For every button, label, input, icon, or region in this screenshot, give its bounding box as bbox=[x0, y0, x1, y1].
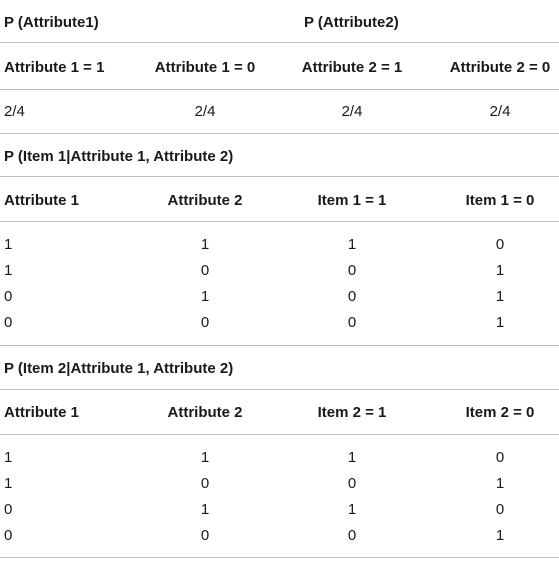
item1-row2-cell: 0 bbox=[200, 262, 210, 279]
prior-value-attr1-eq1: 2/4 bbox=[4, 103, 25, 120]
item1-row2-cell: 1 bbox=[4, 262, 13, 279]
prior-value-attr1-eq0: 2/4 bbox=[194, 103, 216, 120]
divider bbox=[0, 42, 559, 43]
item2-row2-cell: 0 bbox=[200, 475, 210, 492]
item2-row4-cell: 0 bbox=[200, 527, 210, 544]
item2-row4-cell: 1 bbox=[495, 527, 505, 544]
item2-row2-cell: 0 bbox=[347, 475, 357, 492]
item1-row4-cell: 1 bbox=[495, 314, 505, 331]
item2-row4-cell: 0 bbox=[347, 527, 357, 544]
prior-header-attr2-eq0: Attribute 2 = 0 bbox=[449, 59, 551, 76]
item2-section-title: P (Item 2|Attribute 1, Attribute 2) bbox=[4, 360, 234, 377]
item2-header-item2-eq0: Item 2 = 0 bbox=[465, 404, 535, 421]
prior-value-attr2-eq1: 2/4 bbox=[341, 103, 363, 120]
item2-row2-cell: 1 bbox=[495, 475, 505, 492]
item2-row4-cell: 0 bbox=[4, 527, 13, 544]
item1-header-item1-eq1: Item 1 = 1 bbox=[317, 192, 387, 209]
item1-section-title: P (Item 1|Attribute 1, Attribute 2) bbox=[4, 148, 234, 165]
divider bbox=[0, 221, 559, 222]
item1-row2-cell: 0 bbox=[347, 262, 357, 279]
divider bbox=[0, 434, 559, 435]
item1-row2-cell: 1 bbox=[495, 262, 505, 279]
item1-header-attribute1: Attribute 1 bbox=[4, 192, 79, 209]
divider bbox=[0, 345, 559, 346]
item2-header-attribute2: Attribute 2 bbox=[167, 404, 243, 421]
prior-attribute1-title: P (Attribute1) bbox=[4, 14, 99, 31]
item1-row1-cell: 1 bbox=[200, 236, 210, 253]
item1-row4-cell: 0 bbox=[347, 314, 357, 331]
item2-row1-cell: 0 bbox=[495, 449, 505, 466]
item2-row3-cell: 1 bbox=[347, 501, 357, 518]
prior-header-attr1-eq0: Attribute 1 = 0 bbox=[154, 59, 256, 76]
item2-row2-cell: 1 bbox=[4, 475, 13, 492]
item2-row1-cell: 1 bbox=[4, 449, 13, 466]
prior-header-attr1-eq1: Attribute 1 = 1 bbox=[4, 59, 105, 76]
item2-row3-cell: 0 bbox=[4, 501, 13, 518]
item2-row3-cell: 0 bbox=[495, 501, 505, 518]
item2-header-attribute1: Attribute 1 bbox=[4, 404, 79, 421]
item1-row4-cell: 0 bbox=[200, 314, 210, 331]
item1-row1-cell: 0 bbox=[495, 236, 505, 253]
divider bbox=[0, 557, 559, 558]
prior-value-attr2-eq0: 2/4 bbox=[489, 103, 511, 120]
divider bbox=[0, 133, 559, 134]
item2-row3-cell: 1 bbox=[200, 501, 210, 518]
item1-header-attribute2: Attribute 2 bbox=[167, 192, 243, 209]
divider bbox=[0, 176, 559, 177]
item1-row1-cell: 1 bbox=[4, 236, 13, 253]
divider bbox=[0, 389, 559, 390]
item1-row3-cell: 1 bbox=[200, 288, 210, 305]
item1-row1-cell: 1 bbox=[347, 236, 357, 253]
item1-header-item1-eq0: Item 1 = 0 bbox=[465, 192, 535, 209]
prior-header-attr2-eq1: Attribute 2 = 1 bbox=[301, 59, 403, 76]
item2-row1-cell: 1 bbox=[347, 449, 357, 466]
item2-row1-cell: 1 bbox=[200, 449, 210, 466]
divider bbox=[0, 89, 559, 90]
item1-row3-cell: 0 bbox=[4, 288, 13, 305]
item1-row3-cell: 0 bbox=[347, 288, 357, 305]
item1-row4-cell: 0 bbox=[4, 314, 13, 331]
prior-attribute2-title: P (Attribute2) bbox=[304, 14, 399, 31]
item1-row3-cell: 1 bbox=[495, 288, 505, 305]
item2-header-item2-eq1: Item 2 = 1 bbox=[317, 404, 387, 421]
